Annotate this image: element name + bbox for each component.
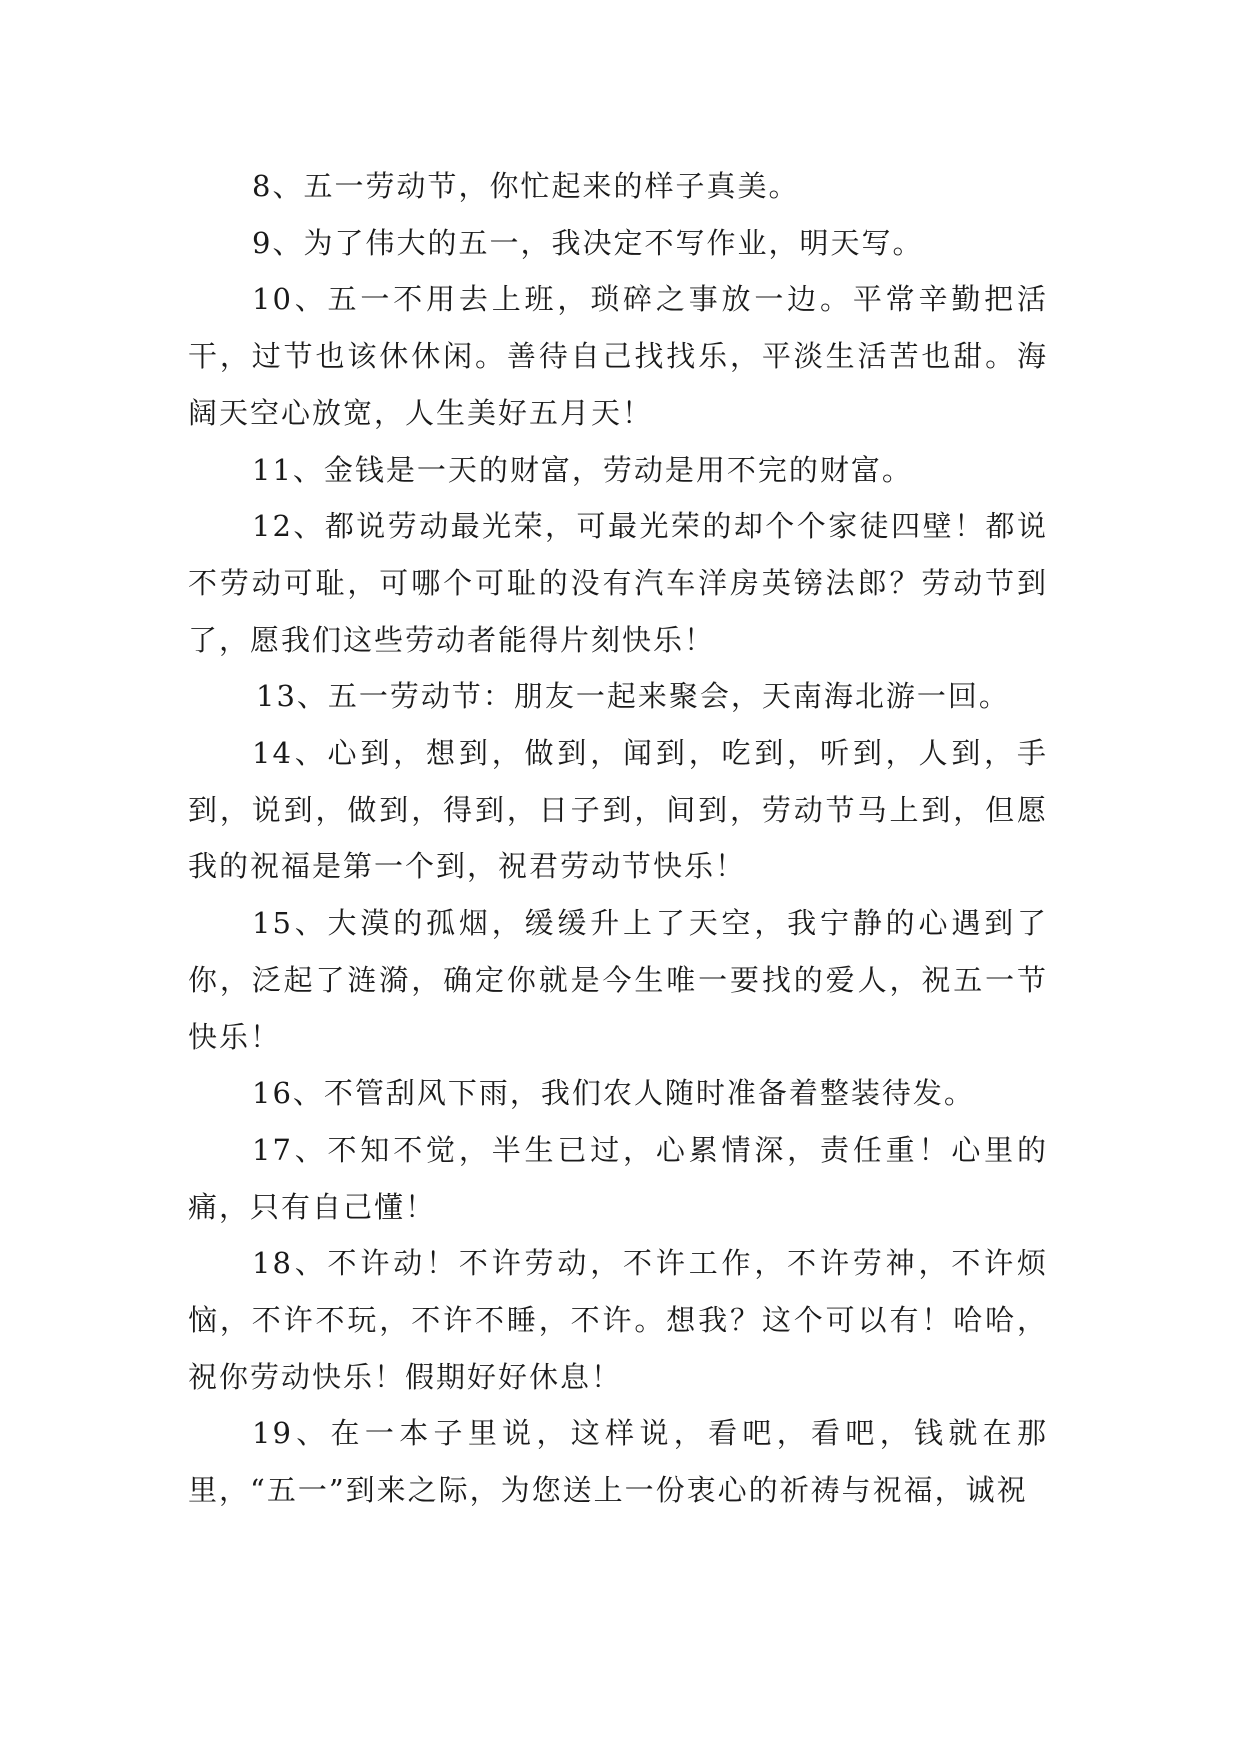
paragraph-11: 11、金钱是一天的财富，劳动是用不完的财富。 bbox=[252, 452, 913, 487]
paragraph-19: 19、在一本子里说，这样说，看吧，看吧，钱就在那里，“五一”到来之际，为您送上一份衷心的祈祷与祝福，诚祝 bbox=[188, 1416, 1048, 1508]
paragraph-17: 17、不知不觉，半生已过，心累情深，责任重！心里的痛，只有自己懂！ bbox=[188, 1132, 1048, 1224]
paragraph-18: 18、不许动！不许劳动，不许工作，不许劳神，不许烦恼，不许不玩，不许不睡，不许。想我？这个可以有！哈哈，祝你劳动快乐！假期好好休息！ bbox=[188, 1246, 1048, 1394]
paragraph-9: 9、为了伟大的五一，我决定不写作业，明天写。 bbox=[252, 225, 924, 260]
paragraph-14: 14、心到，想到，做到，闻到，吃到，听到，人到，手到，说到，做到，得到，日子到，间到，劳动节马上到，但愿我的祝福是第一个到，祝君劳动节快乐！ bbox=[188, 736, 1048, 884]
paragraph-15: 15、大漠的孤烟，缓缓升上了天空，我宁静的心遇到了你，泛起了涟漪，确定你就是今生唯一要找的爱人，祝五一节快乐！ bbox=[188, 906, 1048, 1054]
paragraph-16: 16、不管刮风下雨，我们农人随时准备着整装待发。 bbox=[252, 1076, 975, 1111]
paragraph-12: 12、都说劳动最光荣，可最光荣的却个个家徒四壁！都说不劳动可耻，可哪个可耻的没有汽车洋房英镑法郎？劳动节到了，愿我们这些劳动者能得片刻快乐！ bbox=[188, 509, 1048, 657]
paragraph-8: 8、五一劳动节，你忙起来的样子真美。 bbox=[252, 169, 800, 203]
document-page bbox=[188, 158, 1048, 1519]
paragraph-13: 13、五一劳动节：朋友一起来聚会，天南海北游一回。 bbox=[256, 679, 1010, 714]
paragraph-10: 10、五一不用去上班，琐碎之事放一边。平常辛勤把活干，过节也该休休闲。善待自己找找乐，平淡生活苦也甜。海阔天空心放宽，人生美好五月天！ bbox=[188, 282, 1048, 430]
